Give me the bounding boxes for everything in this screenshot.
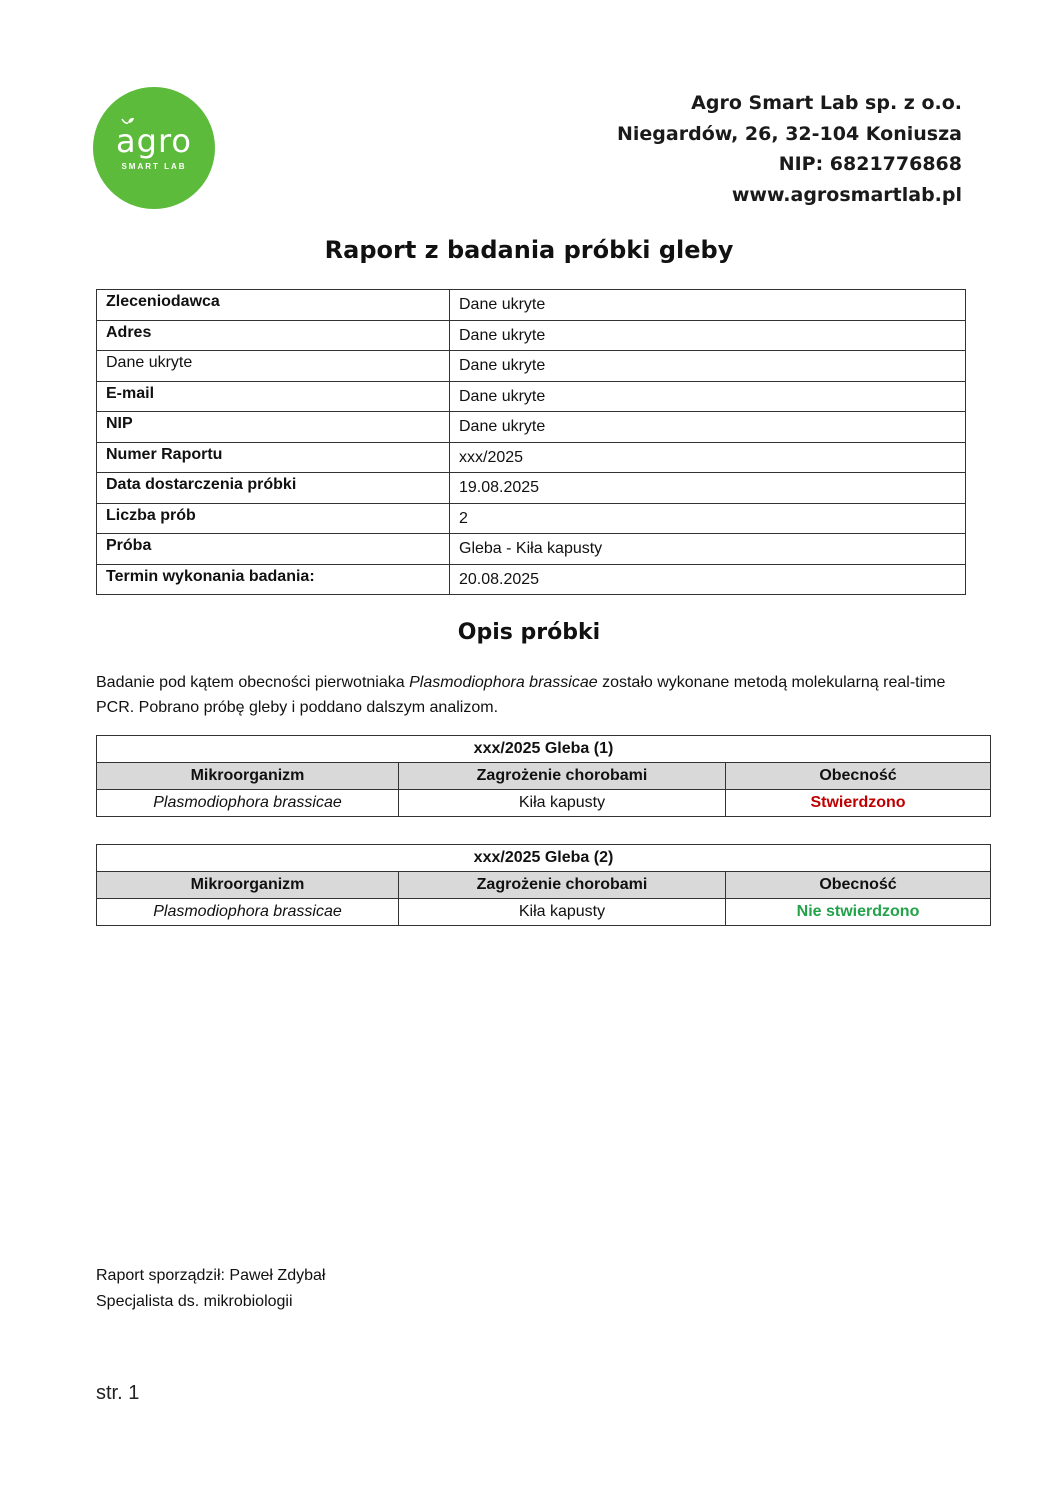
row-value: Dane ukryte <box>450 351 966 382</box>
table-row <box>97 351 966 382</box>
row-label: Dane ukryte <box>97 351 450 382</box>
column-header: Zagrożenie chorobami <box>399 872 726 899</box>
table-row <box>97 442 966 473</box>
description-text: zostało wykonane metodą molekularną real-time PCR. Pobrano próbę gleby i poddano dalszym analizom. <box>96 674 946 716</box>
organism-cell: Plasmodiophora brassicae <box>97 790 399 817</box>
row-label: Termin wykonania badania: <box>97 564 450 595</box>
logo-word: agro <box>116 122 192 160</box>
row-label: Próba <box>97 534 450 565</box>
presence-status: Stwierdzono <box>726 790 991 817</box>
row-label: NIP <box>97 412 450 443</box>
disease-cell: Kiła kapusty <box>399 790 726 817</box>
page-title: Raport z badania próbki gleby <box>324 236 734 264</box>
page-number: str. 1 <box>96 1382 140 1404</box>
signature-role: Specjalista ds. mikrobiologii <box>96 1293 293 1310</box>
column-header: Mikroorganizm <box>97 872 399 899</box>
row-label: Numer Raportu <box>97 442 450 473</box>
company-header <box>617 88 962 210</box>
row-label: Zleceniodawca <box>97 290 450 321</box>
table-row <box>97 290 966 321</box>
company-logo <box>93 87 215 209</box>
table-row <box>97 899 991 926</box>
column-header: Mikroorganizm <box>97 763 399 790</box>
company-website: www.agrosmartlab.pl <box>731 183 962 206</box>
result-table-2 <box>96 844 991 926</box>
section-title: Opis próbki <box>457 620 601 645</box>
row-value: Dane ukryte <box>450 290 966 321</box>
row-value: xxx/2025 <box>450 442 966 473</box>
result-caption: xxx/2025 Gleba (2) <box>97 845 991 872</box>
row-value: Dane ukryte <box>450 320 966 351</box>
client-info-table <box>96 289 966 595</box>
species-name: Plasmodiophora brassicae <box>409 674 598 691</box>
result-table-1 <box>96 735 991 817</box>
signature-block <box>96 1263 325 1315</box>
company-name: Agro Smart Lab sp. z o.o. <box>691 92 962 114</box>
row-value: 2 <box>450 503 966 534</box>
company-nip: NIP: 6821776868 <box>778 153 962 175</box>
presence-status: Nie stwierdzono <box>726 899 991 926</box>
table-row <box>97 790 991 817</box>
table-row <box>97 381 966 412</box>
row-label: Liczba prób <box>97 503 450 534</box>
table-row <box>97 320 966 351</box>
column-header: Obecność <box>726 872 991 899</box>
result-caption: xxx/2025 Gleba (1) <box>97 736 991 763</box>
row-label: Adres <box>97 320 450 351</box>
logo-subtitle: SMART LAB <box>121 162 187 171</box>
table-row <box>97 534 966 565</box>
column-header: Obecność <box>726 763 991 790</box>
signature-author: Raport sporządził: Paweł Zdybał <box>96 1267 326 1284</box>
row-value: Dane ukryte <box>450 381 966 412</box>
row-label: E-mail <box>97 381 450 412</box>
organism-cell: Plasmodiophora brassicae <box>97 899 399 926</box>
row-value: Gleba - Kiła kapusty <box>450 534 966 565</box>
row-value: 19.08.2025 <box>450 473 966 504</box>
sample-description <box>96 670 976 720</box>
disease-cell: Kiła kapusty <box>399 899 726 926</box>
company-address: Niegardów, 26, 32-104 Koniusza <box>617 122 962 145</box>
row-value: Dane ukryte <box>450 412 966 443</box>
table-row <box>97 503 966 534</box>
row-value: 20.08.2025 <box>450 564 966 595</box>
table-row <box>97 564 966 595</box>
table-row <box>97 473 966 504</box>
table-row <box>97 412 966 443</box>
row-label: Data dostarczenia próbki <box>97 473 450 504</box>
description-text: Badanie pod kątem obecności pierwotniaka <box>96 674 410 691</box>
column-header: Zagrożenie chorobami <box>399 763 726 790</box>
